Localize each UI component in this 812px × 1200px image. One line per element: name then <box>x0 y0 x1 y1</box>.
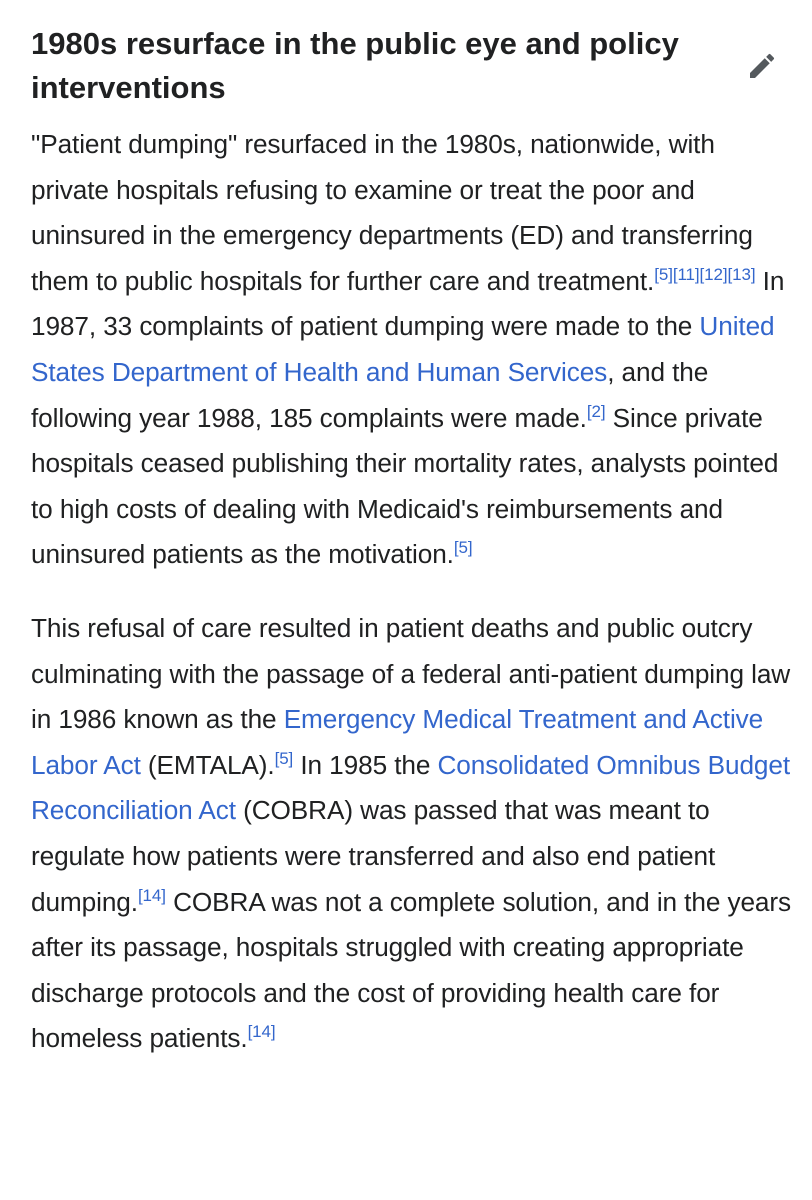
paragraph-text: COBRA was not a complete solution, and in the years after its passage, hospitals struggled with creating appropriate discharge protocols and the cost of providing health care for homeless patients. <box>31 886 791 1054</box>
reference-superscript <box>454 538 473 557</box>
paragraph-text: (COBRA) was passed that was meant to regulate how patients were transferred and also end patient dumping. <box>31 795 716 917</box>
article-content <box>31 122 791 1090</box>
citation-link[interactable]: [2] <box>586 401 606 421</box>
reference-superscript <box>673 265 700 284</box>
pencil-icon <box>746 50 778 82</box>
article-paragraph <box>31 122 791 578</box>
paragraph-text: In 1987, 33 complaints of patient dumping were made to the <box>31 265 785 342</box>
edit-section-button[interactable] <box>744 48 780 84</box>
citation-link[interactable]: [5] <box>274 748 294 768</box>
paragraph-text: "Patient dumping" resurfaced in the 1980s, nationwide, with private hospitals refusing to examine or treat the poor and uninsured in the emergency departments (ED) and transferring them to public hospitals for further care and treatment. <box>31 129 753 296</box>
paragraph-text: In 1985 the <box>293 749 438 780</box>
reference-superscript <box>654 265 673 284</box>
reference-superscript <box>587 402 606 421</box>
citation-link[interactable]: [12] <box>699 264 728 284</box>
wiki-link[interactable]: United States Department of Health and Human Services <box>31 311 775 387</box>
citation-link[interactable]: [5] <box>453 538 473 558</box>
citation-link[interactable]: [13] <box>727 264 756 284</box>
paragraph-text: Since private hospitals ceased publishing their mortality rates, analysts pointed to high costs of dealing with Medicaid's reimbursements and uninsured patients as the motivation. <box>31 402 779 570</box>
reference-superscript <box>728 265 756 284</box>
reference-superscript <box>275 749 294 768</box>
section-header <box>31 22 731 110</box>
wiki-link[interactable]: Emergency Medical Treatment and Active Labor Act <box>31 704 764 780</box>
reference-superscript <box>138 886 166 905</box>
paragraph-text: , and the following year 1988, 185 complaints were made. <box>31 356 709 433</box>
citation-link[interactable]: [11] <box>672 264 700 284</box>
reference-superscript <box>700 265 728 284</box>
citation-link[interactable]: [5] <box>654 264 673 284</box>
citation-link[interactable]: [14] <box>247 1022 276 1042</box>
section-title: 1980s resurface in the public eye and policy interventions <box>31 26 679 105</box>
wiki-link[interactable]: Consolidated Omnibus Budget Reconciliation Act <box>31 749 791 826</box>
paragraph-text: This refusal of care resulted in patient deaths and public outcry culminating with the passage of a federal anti-patient dumping law in 1986 known as the <box>31 612 791 735</box>
reference-superscript <box>248 1022 276 1041</box>
article-paragraph <box>31 606 791 1062</box>
citation-link[interactable]: [14] <box>137 885 166 905</box>
paragraph-text: (EMTALA). <box>140 749 275 780</box>
